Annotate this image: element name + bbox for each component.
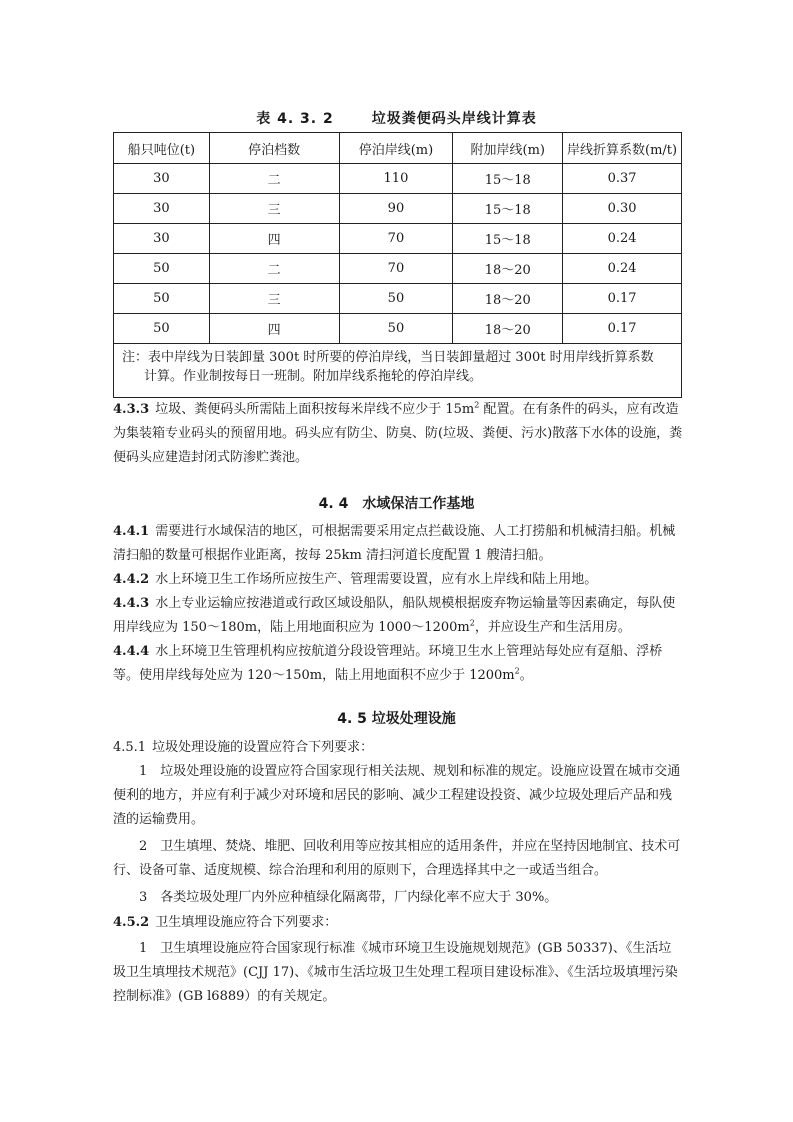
- table-row: [114, 254, 682, 284]
- clause-number: 4.4.4: [113, 644, 150, 659]
- clause-4-4-4: [113, 640, 683, 688]
- clause-number: 4.5.2: [113, 915, 150, 930]
- clause-text: 垃圾处理设施的设置应符合下列要求：: [152, 740, 374, 755]
- clause-text: 卫生填埋设施应符合下列要求：: [155, 915, 338, 930]
- clause-text: 水上环境卫生工作场所应按生产、管理需要设置，应有水上岸线和陆上用地。: [155, 572, 598, 587]
- clause-text: 需要进行水域保洁的地区，可根据需要采用定点拦截设施、人工打捞船和机械清扫船。机械清扫船的数量可根据作业距离，按每 25km 清扫河道长度配置 1 艘清扫船。: [113, 524, 676, 563]
- clause-text: 垃圾、粪便码头所需陆上面积按每米岸线不应少于 15m: [155, 402, 475, 417]
- table-row: [114, 194, 682, 224]
- table-cell: 0.24: [563, 224, 682, 254]
- table-cell: 0.17: [563, 314, 682, 344]
- table-cell: 50: [114, 254, 210, 284]
- table-cell: 18～20: [453, 314, 563, 344]
- clause-number: 4.4.3: [113, 596, 150, 611]
- table-cell: 50: [339, 314, 453, 344]
- clause-number: 4.4.2: [113, 572, 150, 587]
- clause-text: 水上环境卫生管理机构应按航道分段设管理站。环境卫生水上管理站每处应有趸船、浮桥等。使用岸线每处应为 120～150m，陆上用地面积不应少于 1200m: [113, 644, 663, 683]
- table-note-row: [114, 344, 682, 398]
- clause-4-5-1: [113, 736, 683, 760]
- table-note-line: 注：表中岸线为日装卸量 300t 时所要的停泊岸线，当日装卸量超过 300t 时用岸线折算系数: [122, 350, 654, 365]
- column-header: 停泊档数: [209, 133, 339, 164]
- table-cell: 70: [339, 254, 453, 284]
- table-cell: 15～18: [453, 164, 563, 194]
- clause-number: 4.4.1: [113, 524, 150, 539]
- table-caption: 垃圾粪便码头岸线计算表: [371, 111, 537, 127]
- table-cell: 三: [209, 194, 339, 224]
- clause-text: 。: [519, 668, 533, 683]
- table-cell: 70: [339, 224, 453, 254]
- table-cell: 二: [209, 164, 339, 194]
- clause-4-4-1: [113, 520, 683, 568]
- column-header: 岸线折算系数(m/t): [563, 133, 682, 164]
- table-cell: 四: [209, 314, 339, 344]
- table-cell: 二: [209, 254, 339, 284]
- section-heading-4-4: 4. 4 水域保洁工作基地: [318, 496, 475, 512]
- clause-4-3-3: [113, 398, 683, 470]
- table-cell: 0.30: [563, 194, 682, 224]
- table-row: [114, 284, 682, 314]
- table-cell: 30: [114, 164, 210, 194]
- table-cell: 0.24: [563, 254, 682, 284]
- table-row: [114, 224, 682, 254]
- berth-calculation-table: [113, 132, 682, 398]
- table-cell: 15～18: [453, 194, 563, 224]
- clause-text: 配置。在有条件的码头，应有改造为集装箱专业码头的预留用地。码头应有防尘、防臭、防(垃圾、粪便、污水)散落下水体的设施，粪便码头应建造封闭式防渗贮粪池。: [113, 402, 683, 465]
- table-header-row: [114, 133, 682, 164]
- table-row: [114, 314, 682, 344]
- table-cell: 15～18: [453, 224, 563, 254]
- clause-number: 4.5.1: [113, 740, 147, 755]
- table-title: [0, 108, 793, 128]
- clause-4-4-2: [113, 568, 683, 592]
- superscript: 2: [469, 618, 475, 628]
- table-cell: 30: [114, 194, 210, 224]
- clause-text: 水上专业运输应按港道或行政区域设船队，船队规模根据废弃物运输量等因素确定，每队使用岸线应为 150～180m，陆上用地面积应为 1000～1200m: [113, 596, 676, 635]
- table-cell: 30: [114, 224, 210, 254]
- table-note-line: 计算。作业制按每日一班制。附加岸线系拖轮的停泊岸线。: [144, 369, 483, 384]
- table-row: [114, 164, 682, 194]
- clause-number: 4.3.3: [113, 402, 150, 417]
- table-cell: 50: [339, 284, 453, 314]
- table-cell: 0.17: [563, 284, 682, 314]
- table-cell: 三: [209, 284, 339, 314]
- table-cell: 0.37: [563, 164, 682, 194]
- list-item-3: 3 各类垃圾处理厂内外应种植绿化隔离带，厂内绿化率不应大于 30%。: [139, 890, 558, 905]
- section-heading-4-5: 4. 5 垃圾处理设施: [337, 711, 456, 727]
- table-cell: 90: [339, 194, 453, 224]
- table-cell: 四: [209, 224, 339, 254]
- list-item-2: 2 卫生填埋、焚烧、堆肥、回收利用等应按其相应的适用条件，并应在坚持因地制宜、技术可行、设备可靠、适度规模、综合治理和利用的原则下，合理选择其中之一或适当组合。: [113, 839, 681, 878]
- clause-4-4-3: [113, 592, 683, 640]
- table-cell: 18～20: [453, 254, 563, 284]
- clause-text: ，并应设生产和生活用房。: [474, 620, 631, 635]
- table-cell: 18～20: [453, 284, 563, 314]
- table-cell: 50: [114, 284, 210, 314]
- table-note: [114, 344, 682, 398]
- table-cell: 110: [339, 164, 453, 194]
- clause-4-5-2: [113, 911, 683, 935]
- table-number: 表 4. 3. 2: [256, 111, 334, 127]
- superscript: 2: [514, 666, 520, 676]
- list-item-1: 1 垃圾处理设施的设置应符合国家现行相关法规、规划和标准的规定。设施应设置在城市交通便利的地方，并应有利于减少对环境和居民的影响、减少工程建设投资、减少垃圾处理后产品和残渣的运输费用。: [113, 764, 681, 827]
- table-cell: 50: [114, 314, 210, 344]
- column-header: 船只吨位(t): [114, 133, 210, 164]
- column-header: 附加岸线(m): [453, 133, 563, 164]
- column-header: 停泊岸线(m): [339, 133, 453, 164]
- superscript: 2: [474, 400, 480, 410]
- list-item-4: 1 卫生填埋设施应符合国家现行标准《城市环境卫生设施规划规范》(GB 50337)、《生活垃圾卫生填埋技术规范》(CJJ 17)、《城市生活垃圾卫生处理工程项目建设标准》、《生活垃圾填埋污染控制标准》(GB l6889）的有关规定。: [113, 941, 678, 1004]
